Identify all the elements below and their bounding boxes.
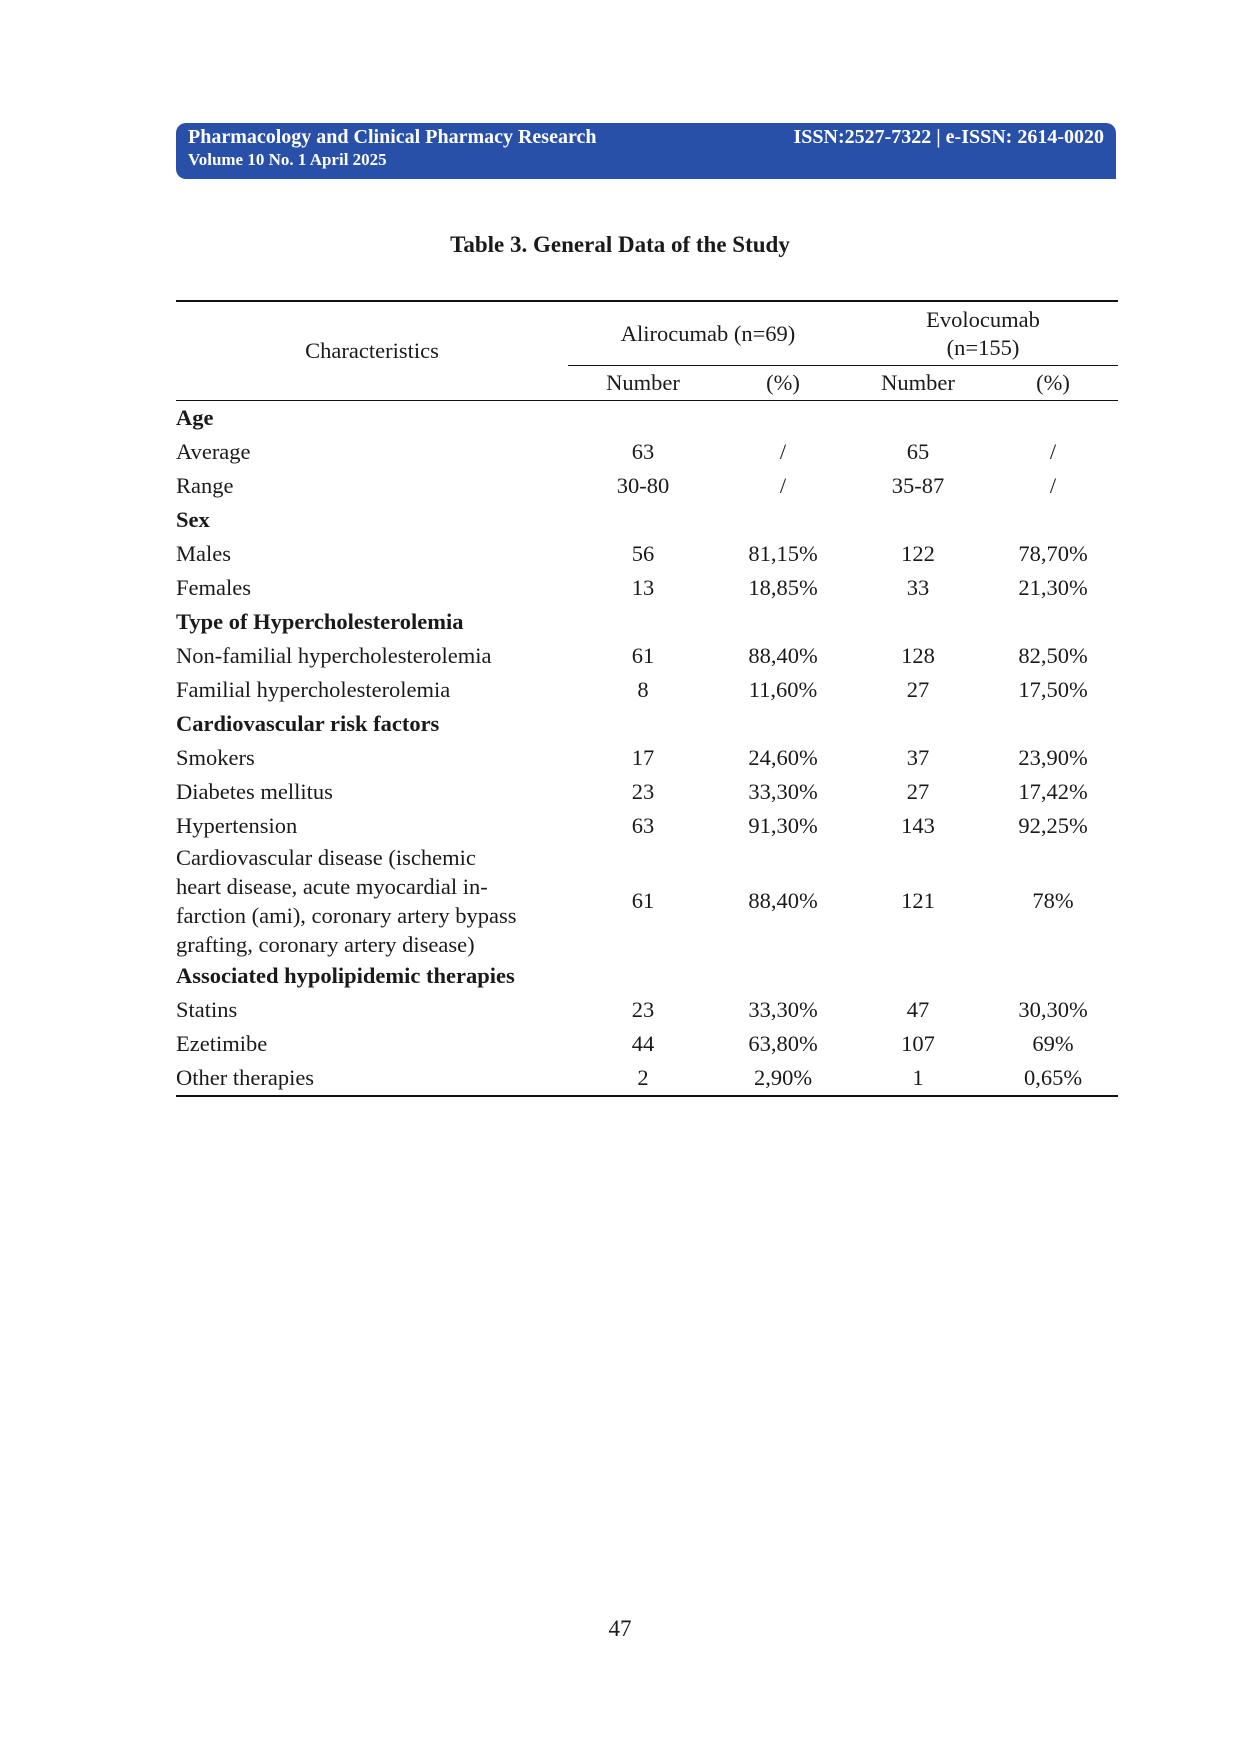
table-row (176, 469, 1118, 503)
alirocumab-number-cell: 63 (631, 813, 655, 838)
section-row (176, 503, 1118, 537)
evolocumab-number-cell: 143 (901, 813, 935, 838)
row-label: Females (176, 575, 251, 600)
section-label: Type of Hypercholesterolemia (176, 609, 464, 634)
journal-issn: ISSN:2527-7322 | e-ISSN: 2614-0020 (793, 126, 1104, 148)
table-row (176, 571, 1118, 605)
row-label: Ezetimibe (176, 1031, 268, 1056)
journal-header (176, 123, 1116, 179)
alirocumab-number-cell: 23 (631, 779, 655, 804)
journal-volume: Volume 10 No. 1 April 2025 (188, 150, 387, 169)
section-row (176, 959, 1118, 993)
table-row (176, 435, 1118, 469)
evolocumab-number-cell: 27 (906, 677, 930, 702)
evolocumab-number-cell: 27 (906, 779, 930, 804)
table-row (176, 639, 1118, 673)
evolocumab-header-line1: Evolocumab (926, 306, 1040, 332)
table-row (176, 775, 1118, 809)
section-label: Sex (176, 507, 210, 532)
table-row (176, 843, 1118, 959)
evolocumab-header-line2: (n=155) (946, 334, 1020, 360)
section-row (176, 707, 1118, 741)
table-title: Table 3. General Data of the Study (450, 232, 790, 257)
alirocumab-percent-cell: 81,15% (748, 541, 818, 566)
evolocumab-percent-cell: 30,30% (1018, 997, 1088, 1022)
row-label: Males (176, 541, 231, 566)
evolocumab-percent-cell: 82,50% (1018, 643, 1088, 668)
alirocumab-number-cell: 63 (631, 439, 655, 464)
table-row (176, 1027, 1118, 1061)
alirocumab-number-cell: 23 (631, 997, 655, 1022)
characteristics-header: Characteristics (305, 338, 439, 363)
section-row (176, 401, 1118, 436)
row-label: Smokers (176, 745, 255, 770)
table-row (176, 741, 1118, 775)
alirocumab-number-cell: 56 (631, 541, 655, 566)
evolocumab-percent-cell: 69% (1032, 1031, 1074, 1056)
alirocumab-percent-cell: 2,90% (753, 1065, 813, 1090)
table-row (176, 1061, 1118, 1096)
alirocumab-percent-cell: / (779, 439, 787, 464)
alirocumab-number-cell: 61 (631, 888, 655, 913)
row-label: Average (176, 439, 251, 464)
alirocumab-number-cell: 8 (637, 677, 649, 702)
row-label (176, 843, 568, 959)
alirocumab-percent-header: (%) (766, 370, 800, 395)
table-body (176, 401, 1118, 1097)
alirocumab-percent-cell: 88,40% (748, 643, 818, 668)
alirocumab-percent-cell: 24,60% (748, 745, 818, 770)
row-label: Hypertension (176, 813, 298, 838)
row-label-line: grafting, coronary artery disease) (176, 932, 475, 957)
evolocumab-number-cell: 1 (912, 1065, 924, 1090)
alirocumab-percent-cell: 33,30% (748, 779, 818, 804)
alirocumab-percent-cell: 18,85% (748, 575, 818, 600)
evolocumab-number-cell: 37 (906, 745, 930, 770)
evolocumab-percent-cell: / (1049, 439, 1057, 464)
evolocumab-number-cell: 33 (906, 575, 930, 600)
section-label: Associated hypolipidemic therapies (176, 963, 515, 988)
alirocumab-percent-cell: / (779, 473, 787, 498)
evolocumab-number-cell: 65 (906, 439, 930, 464)
section-label: Age (176, 405, 214, 430)
general-data-table (176, 300, 1118, 1097)
alirocumab-number-cell: 17 (631, 745, 655, 770)
row-label: Other therapies (176, 1065, 315, 1090)
table-row (176, 537, 1118, 571)
evolocumab-percent-cell: 21,30% (1018, 575, 1088, 600)
alirocumab-percent-cell: 63,80% (748, 1031, 818, 1056)
evolocumab-percent-header: (%) (1036, 370, 1070, 395)
evolocumab-percent-cell: 92,25% (1018, 813, 1088, 838)
alirocumab-percent-cell: 11,60% (748, 677, 818, 702)
evolocumab-percent-cell: 78,70% (1018, 541, 1088, 566)
row-label: Non-familial hypercholesterolemia (176, 643, 492, 668)
alirocumab-percent-cell: 88,40% (748, 888, 818, 913)
section-label: Cardiovascular risk factors (176, 711, 440, 736)
row-label: Range (176, 473, 234, 498)
row-label: Familial hypercholesterolemia (176, 677, 451, 702)
page-number: 47 (608, 1616, 632, 1641)
table-row (176, 673, 1118, 707)
row-label: Statins (176, 997, 238, 1022)
evolocumab-number-header: Number (881, 370, 955, 395)
alirocumab-number-header: Number (606, 370, 680, 395)
evolocumab-number-cell: 121 (901, 888, 935, 913)
row-label-line: heart disease, acute myocardial in- (176, 874, 488, 899)
evolocumab-percent-cell: 17,42% (1018, 779, 1088, 804)
table-row (176, 993, 1118, 1027)
evolocumab-number-cell: 47 (906, 997, 930, 1022)
evolocumab-number-cell: 122 (901, 541, 935, 566)
row-label-line: Cardiovascular disease (ischemic (176, 845, 476, 870)
evolocumab-percent-cell: 0,65% (1023, 1065, 1083, 1090)
row-label-line: farction (ami), coronary artery bypass (176, 903, 517, 928)
alirocumab-header: Alirocumab (n=69) (568, 301, 848, 366)
section-row (176, 605, 1118, 639)
alirocumab-number-cell: 2 (637, 1065, 649, 1090)
evolocumab-percent-cell: 78% (1032, 888, 1074, 913)
alirocumab-percent-cell: 33,30% (748, 997, 818, 1022)
journal-title: Pharmacology and Clinical Pharmacy Research (188, 126, 597, 148)
evolocumab-percent-cell: 17,50% (1018, 677, 1088, 702)
evolocumab-percent-cell: / (1049, 473, 1057, 498)
alirocumab-number-cell: 61 (631, 643, 655, 668)
alirocumab-number-cell: 30-80 (616, 473, 670, 498)
alirocumab-percent-cell: 91,30% (748, 813, 818, 838)
evolocumab-number-cell: 128 (901, 643, 935, 668)
row-label: Diabetes mellitus (176, 779, 333, 804)
evolocumab-percent-cell: 23,90% (1018, 745, 1088, 770)
alirocumab-number-cell: 44 (631, 1031, 655, 1056)
alirocumab-number-cell: 13 (631, 575, 655, 600)
evolocumab-header (848, 301, 1118, 366)
evolocumab-number-cell: 35-87 (891, 473, 945, 498)
evolocumab-number-cell: 107 (901, 1031, 935, 1056)
table-row (176, 809, 1118, 843)
